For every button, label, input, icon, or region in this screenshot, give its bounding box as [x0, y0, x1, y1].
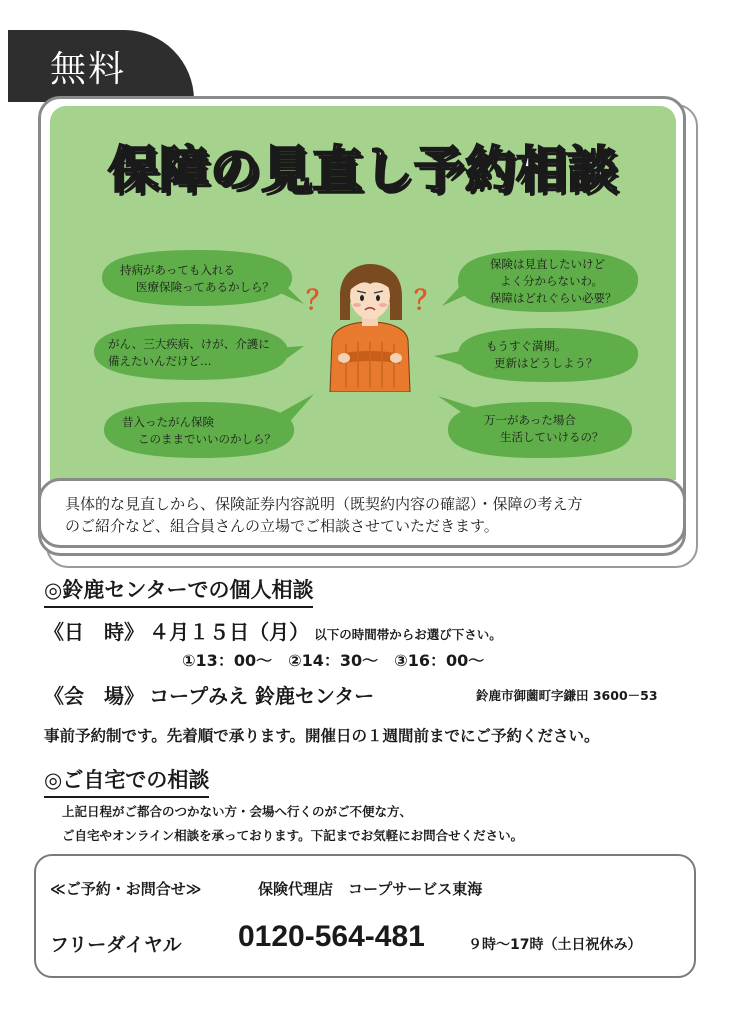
question-mark-icon: ？	[306, 286, 333, 316]
description-line: のご紹介など、組合員さんの立場でご相談させていただきます。	[65, 517, 499, 535]
bubble-text: 保険は見直したいけど	[490, 257, 605, 271]
bubble-text: 保障はどれぐらい必要？	[490, 291, 617, 305]
bubble-text: 備えたいんだけど…	[108, 354, 212, 368]
reservation-note: 事前予約制です。先着順で承ります。開催日の１週間前までにご予約ください。	[44, 727, 600, 745]
bubble-text: がん、三大疾病、けが、介護に	[108, 337, 270, 351]
contact-box	[34, 854, 696, 978]
home-line: ご自宅やオンライン相談を承っております。下記までお気軽にお問合せください。	[62, 828, 524, 843]
speech-bubble-left-1	[98, 248, 298, 310]
bubble-text: 持病があっても入れる	[120, 263, 235, 277]
venue-value: コープみえ 鈴鹿センター	[149, 684, 375, 708]
bubble-text: 生活していけるの？	[500, 430, 604, 444]
speech-bubble-left-2	[92, 322, 292, 384]
page-title: 保障の見直し予約相談	[108, 141, 618, 199]
bubble-text: このままでいいのかしら？	[138, 432, 276, 446]
date-row	[44, 616, 502, 645]
venue-address: 鈴鹿市御薗町字鎌田 3600－53	[476, 688, 658, 703]
venue-row	[44, 680, 374, 709]
speech-bubble-right-3	[442, 400, 638, 462]
bubble-text: 昔入ったがん保険	[122, 415, 214, 429]
freedial-label: フリーダイヤル	[50, 934, 182, 956]
bubble-text: 万一があった場合	[484, 413, 576, 427]
section-heading-home: ◎ご自宅での相談	[44, 764, 209, 798]
description-line: 具体的な見直しから、保険証券内容説明（既契約内容の確認）・保障の考え方	[65, 495, 583, 513]
contact-label: ≪ご予約・お問合せ≫	[50, 880, 202, 898]
section-heading-center: ◎鈴鹿センターでの個人相談	[44, 574, 313, 608]
description-box	[38, 478, 686, 548]
free-badge-label: 無料	[50, 48, 127, 90]
bubble-text: 更新はどうしよう？	[494, 356, 598, 370]
speech-bubble-right-2	[452, 326, 642, 386]
time-slots: ①13：00～ ②14：30～ ③16：00～	[182, 651, 485, 670]
business-hours: ９時～17時（土日祝休み）	[468, 937, 642, 953]
bubble-text: 医療保険ってあるかしら？	[136, 280, 274, 294]
date-note: 以下の時間帯からお選び下さい。	[314, 627, 502, 642]
question-mark-icon: ？	[414, 286, 441, 316]
free-badge	[8, 30, 194, 102]
speech-bubble-left-3	[100, 400, 300, 462]
bubble-text: もうすぐ満期。	[486, 339, 567, 353]
contact-agency: 保険代理店 コープサービス東海	[258, 880, 483, 898]
date-label: 《日 時》	[44, 620, 144, 644]
bubble-text: よく分からないわ。	[500, 274, 604, 288]
venue-label: 《会 場》	[44, 684, 144, 708]
home-line: 上記日程がご都合のつかない方・会場へ行くのがご不便な方、	[62, 804, 413, 819]
phone-number[interactable]: 0120-564-481	[238, 920, 425, 953]
date-value: ４月１５日（月）	[149, 620, 310, 644]
speech-bubble-right-1	[452, 248, 642, 316]
